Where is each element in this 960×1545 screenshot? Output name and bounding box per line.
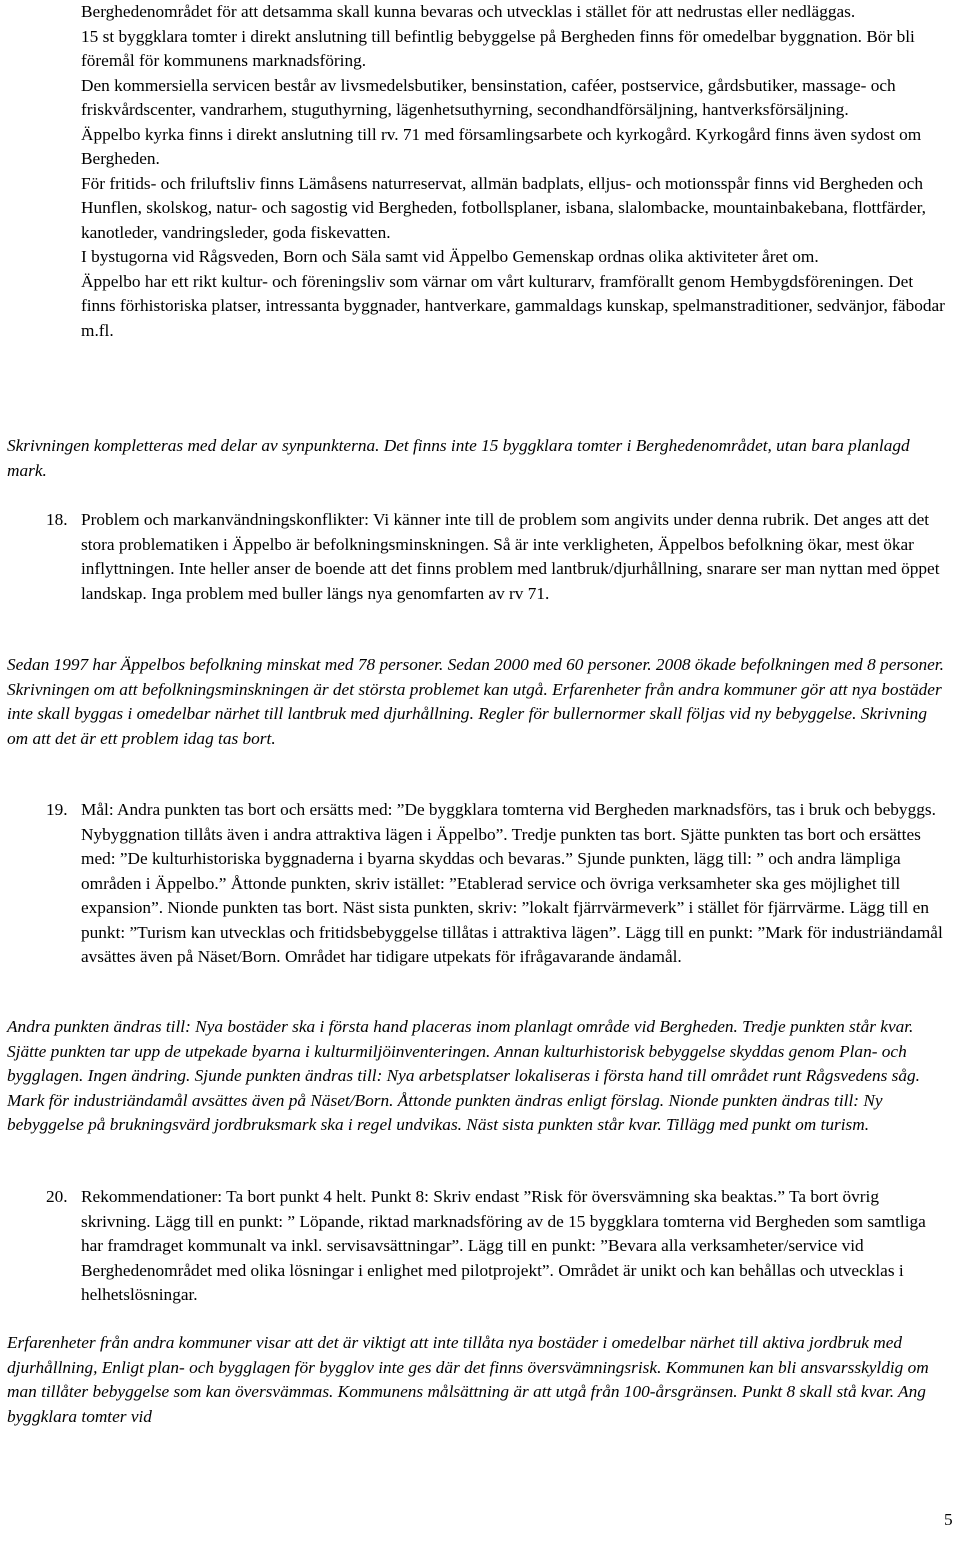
comment-andra-punkten: Andra punkten ändras till: Nya bostäder ska i första hand placeras inom planlagt område vid Bergheden. Tredje punkten står kvar. Sjätte punkten tar upp de utpekade byarna i kulturmiljöinventeringen. Annan kulturhistorisk bebyggelse skyddas genom Plan- och bygglagen. Ingen ändring. Sjunde punkten ändras till: Nya arbetsplatser lokaliseras i första hand till området runt Rågsvedens såg. Mark för industriändamål avsättes även på Näset/Born. Åttonde punkten ändras enligt förslag. Nionde punkten ändras till: Ny bebyggelse på brukningsvärd jordbruksmark ska i regel undvikas. Näst sista punkten står kvar. Tillägg med punkt om turism. — [7, 1017, 920, 1134]
paragraph-kulturliv: Äppelbo har ett rikt kultur- och föreningsliv som värnar om vårt kulturarv, framförallt genom Hembygdsföreningen. Det finns förhistoriska platser, intressanta byggnader, hantverkare, gammaldags kunskap, spelmanstraditioner, sedvänjor, fäbodar m.fl. — [81, 271, 945, 340]
item-number: 20. — [46, 1187, 68, 1206]
paragraph-nedlaggas: Berghedenområdet för att detsamma skall kunna bevaras och utvecklas i stället för att nedrustas eller nedläggas. — [81, 2, 856, 21]
item-text: Rekommendationer: Ta bort punkt 4 helt. Punkt 8: Skriv endast ”Risk för översvämning ska beaktas.” Ta bort övrig skrivning. Lägg till en punkt: ” Löpande, riktad marknadsföring av de 15 byggklara tomterna vid Bergheden som samtliga har framdraget kommunalt va inkl. servisavsättningar”. Lägg till en punkt: ”Bevara alla verksamheter/service vid Berghedenområdet med olika lösningar i enlighet med pilotprojekt”. Området är unikt och kan behållas och utvecklas i helhetslösningar. — [81, 1187, 926, 1304]
paragraph-friluftsliv: För fritids- och friluftsliv finns Lämåsens naturreservat, allmän badplats, elljus- och motionsspår finns vid Bergheden och Hunflen, skolskog, natur- och sagostig vid Bergheden, fotbollsplaner, isbana, slalombacke, mountainbakebana, flottfärder, kanotleder, vandringsleder, goda fiskevatten. — [81, 173, 926, 242]
paragraph-kommersiell-service: Den kommersiella servicen består av livsmedelsbutiker, bensinstation, caféer, postservice, gårdsbutiker, massage- och friskvårdscenter, vandrarhem, stuguthyrning, lägenhetsuthyrning, secondhandförsäljning, hantverksförsäljning. — [81, 75, 896, 119]
comment-skrivningen: Skrivningen kompletteras med delar av synpunkterna. Det finns inte 15 byggklara tomter i Berghedenområdet, utan bara planlagd mark. — [7, 436, 910, 480]
top-block — [81, 0, 951, 343]
item-text: Problem och markanvändningskonflikter: Vi känner inte till de problem som angivits under denna rubrik. Det anges att det stora problematiken i Äppelbo är befolkningsminskningen. Så är inte verkligheten, Äppelbos befolkning ökar, mest ökar inflyttningen. Inte heller anser de boende att det finns problem med lantbruk/djurhållning, snarare ser man nyttan med öppet landskap. Inga problem med buller längs nya genomfarten av rv 71. — [81, 510, 940, 603]
paragraph-byggklara-tomter: 15 st byggklara tomter i direkt anslutning till befintlig bebyggelse på Bergheden finns för omedelbar byggnation. Bör bli föremål för kommunens marknadsföring. — [81, 26, 915, 70]
item-number: 19. — [46, 800, 68, 819]
paragraph-bystugor: I bystugorna vid Rågsveden, Born och Säla samt vid Äppelbo Gemenskap ordnas olika aktiviteter året om. — [81, 247, 819, 266]
item-text: Mål: Andra punkten tas bort och ersätts med: ”De byggklara tomterna vid Bergheden marknadsförs, tas i bruk och bebyggs. Nybyggnation tillåts även i andra attraktiva lägen i Äppelbo”. Tredje punkten tas bort. Sjätte punkten tas bort och ersättes med: ”De kulturhistoriska byggnaderna i byarna skyddas och bevaras.” Sjunde punkten, lägg till: ” och andra lämpliga områden i Äppelbo.” Åttonde punkten, skriv istället: ”Etablerad service och övriga verksamheter ska ges möjlighet till expansion”. Nionde punkten tas bort. Näst sista punkten, skriv: ”lokalt fjärrvärmeverk” i stället för fjärrvärme. Lägg till en punkt: ”Turism kan utvecklas och fritidsbebyggelse tillåtas i attraktiva lägen”. Lägg till en punkt: ”Mark för industriändamål avsättes även på Näset/Born. Området har tidigare utpekats för ifrågavarande ändamål. — [81, 800, 943, 966]
comment-erfarenheter: Erfarenheter från andra kommuner visar att det är viktigt att inte tillåta nya bostäder i omedelbar närhet till aktiva jordbruk med djurhållning, Enligt plan- och bygglagen för bygglov inte ges där det finns översvämningsrisk. Kommunen kan bli ansvarsskyldig om man tillåter bebyggelse som kan översvämmas. Kommunens målsättning är att utgå från 100-årsgränsen. Punkt 8 skall stå kvar. Ang byggklara tomter vid — [7, 1333, 929, 1426]
item-number: 18. — [46, 510, 68, 529]
page-number: 5 — [944, 1510, 953, 1529]
comment-befolkning: Sedan 1997 har Äppelbos befolkning minskat med 78 personer. Sedan 2000 med 60 personer. 2008 ökade befolkningen med 8 personer. Skrivningen om att befolkningsminskningen är det största problemet kan utgå. Erfarenheter från andra kommuner gör att nya bostäder inte skall byggas i omedelbar närhet till lantbruk med djurhållning. Regler för bullernormer skall följas vid ny bebyggelse. Skrivning om att det är ett problem idag tas bort. — [7, 655, 944, 748]
paragraph-kyrka: Äppelbo kyrka finns i direkt anslutning till rv. 71 med församlingsarbete och kyrkogård. Kyrkogård finns även sydost om Bergheden. — [81, 124, 922, 168]
